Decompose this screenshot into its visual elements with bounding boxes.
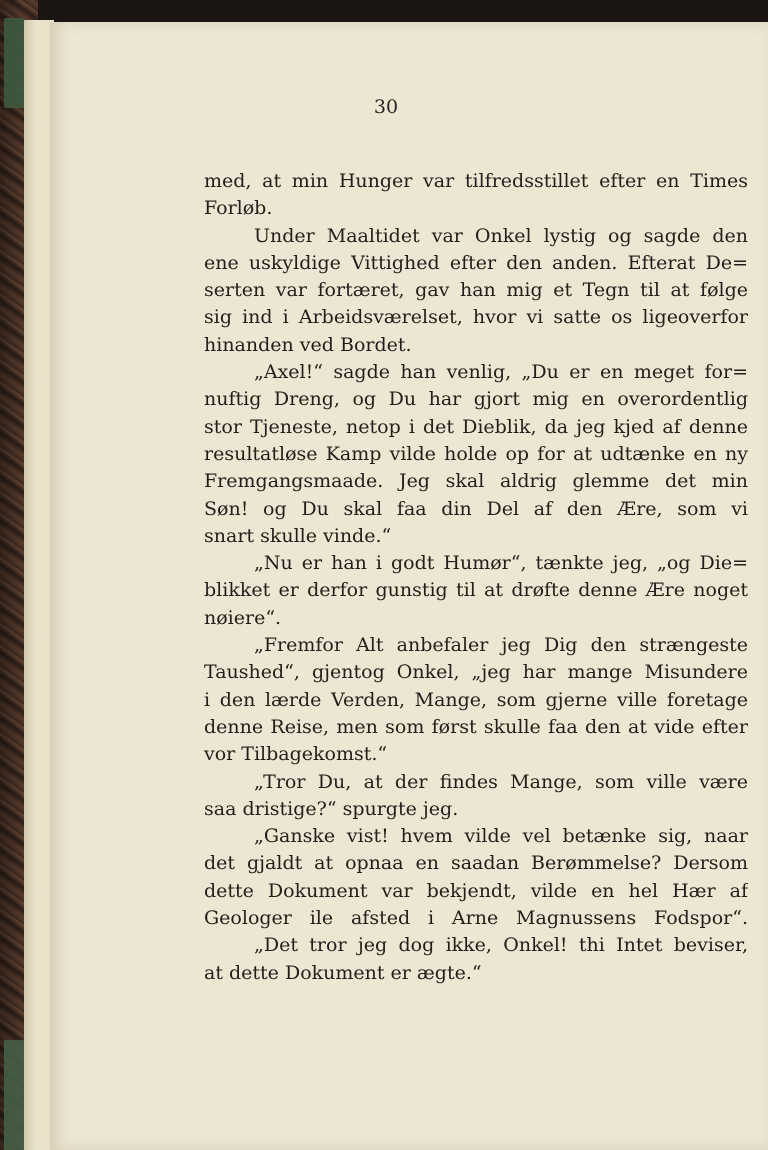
text-line: „Axel!“ sagde han venlig, „Du er en meget for=	[254, 361, 748, 384]
text-line: dette Dokument var bekjendt, vilde en hel Hær af	[204, 879, 748, 902]
text-line: nøiere“.	[204, 606, 282, 629]
text-line: stor Tjeneste, netop i det Dieblik, da jeg kjed af denne	[204, 415, 748, 438]
text-line: sig ind i Arbeidsværelset, hvor vi satte os ligeoverfor	[204, 306, 748, 329]
text-line: snart skulle vinde.“	[204, 524, 392, 547]
text-line: at dette Dokument er ægte.“	[204, 961, 482, 984]
text-line: vor Tilbagekomst.“	[204, 743, 388, 766]
text-line: „Ganske vist! hvem vilde vel betænke sig, naar	[254, 825, 748, 848]
spine-cloth-top	[4, 18, 24, 108]
body-text	[204, 168, 748, 987]
text-line: det gjaldt at opnaa en saadan Berømmelse? Dersom	[204, 852, 748, 875]
page-number: 30	[373, 96, 399, 118]
text-line: serten var fortæret, gav han mig et Tegn til at følge	[204, 279, 748, 302]
text-line: denne Reise, men som først skulle faa den at vide efter	[204, 715, 748, 738]
text-line: nuftig Dreng, og Du har gjort mig en overordentlig	[204, 388, 748, 411]
text-line: Geologer ile afsted i Arne Magnussens Fodspor“.	[204, 907, 748, 930]
text-line: ene uskyldige Vittighed efter den anden. Efterat De=	[204, 251, 748, 274]
text-line: i den lærde Verden, Mange, som gjerne ville foretage	[204, 688, 748, 711]
text-line: Taushed“, gjentog Onkel, „jeg har mange Misundere	[204, 661, 748, 684]
text-line: Forløb.	[204, 197, 273, 220]
text-line: med, at min Hunger var tilfredsstillet efter en Times	[204, 170, 748, 192]
spine-cloth-bottom	[4, 1040, 26, 1150]
text-line: „Fremfor Alt anbefaler jeg Dig den strængeste	[254, 634, 748, 657]
text-line: Søn! og Du skal faa din Del af den Ære, som vi	[204, 497, 748, 520]
text-line: blikket er derfor gunstig til at drøfte denne Ære noget	[204, 579, 748, 602]
text-line: resultatløse Kamp vilde holde op for at udtænke en ny	[204, 442, 748, 465]
text-line: hinanden ved Bordet.	[204, 333, 412, 356]
text-line: saa dristige?“ spurgte jeg.	[204, 797, 459, 820]
text-line: „Det tror jeg dog ikke, Onkel! thi Intet beviser,	[254, 934, 748, 957]
text-line: Under Maaltidet var Onkel lystig og sagde den	[254, 224, 748, 247]
book-page	[50, 22, 768, 1150]
text-line: Fremgangsmaade. Jeg skal aldrig glemme det min	[204, 470, 748, 493]
text-line: „Nu er han i godt Humør“, tænkte jeg, „og Die=	[254, 552, 748, 575]
text-line: „Tror Du, at der findes Mange, som ville være	[254, 770, 748, 793]
